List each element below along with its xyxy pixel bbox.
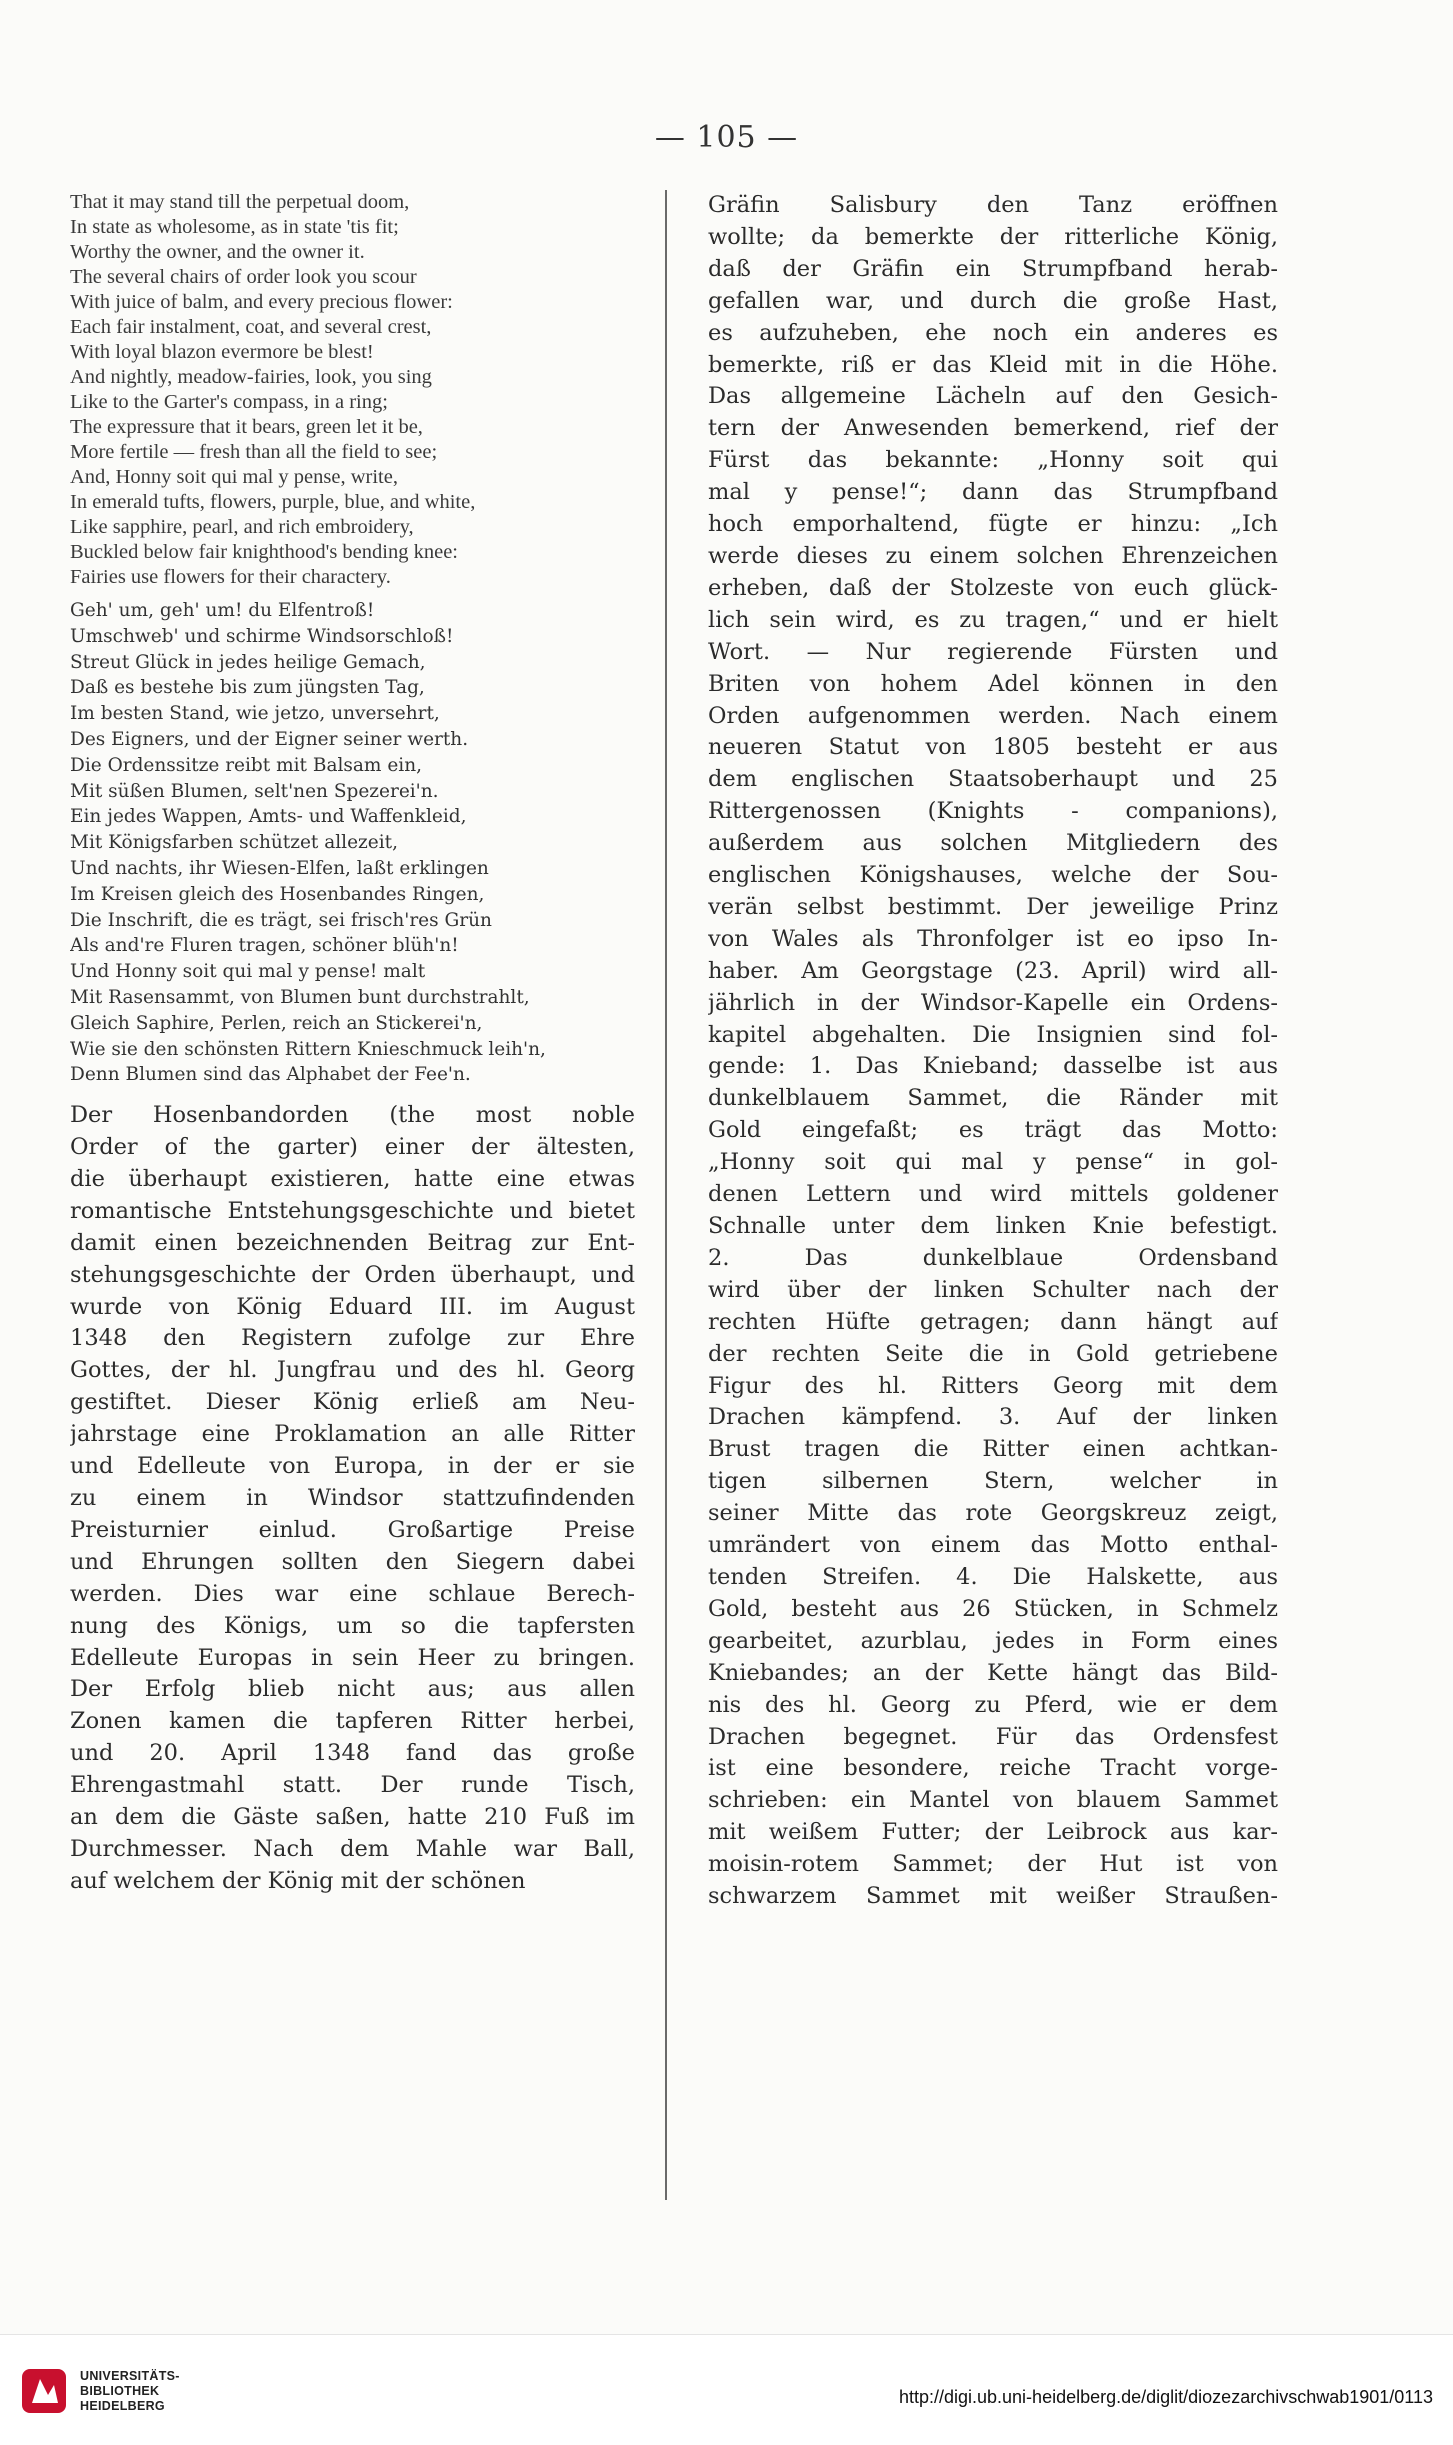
text-line: auf welchem der König mit der schönen — [70, 1867, 526, 1894]
text-line: Rittergenossen (Knights - companions), — [708, 798, 1278, 825]
poem-line: Denn Blumen sind das Alphabet der Fee'n. — [70, 1064, 471, 1086]
text-line: stehungsgeschichte der Orden überhaupt, und — [70, 1261, 635, 1288]
text-line: Edelleute Europas in sein Heer zu bringen. — [70, 1644, 635, 1671]
poem-line: Each fair instalment, coat, and several crest, — [70, 316, 432, 338]
text-line: außerdem aus solchen Mitgliedern des — [708, 830, 1278, 857]
text-line: Schnalle unter dem linken Knie befestigt. — [708, 1213, 1278, 1239]
text-line: werden. Dies war eine schlaue Berech- — [70, 1580, 635, 1607]
poem-line: And, Honny soit qui mal y pense, write, — [70, 466, 398, 488]
poem-line: More fertile — fresh than all the field to see; — [70, 441, 438, 463]
text-line: die überhaupt existieren, hatte eine etwas — [70, 1165, 635, 1192]
text-line: erheben, daß der Stolzeste von euch glück- — [708, 574, 1278, 601]
text-line: rechten Hüfte getragen; dann hängt auf — [708, 1308, 1278, 1335]
poem-line: With loyal blazon evermore be blest! — [70, 341, 374, 363]
left-prose — [70, 1100, 635, 1898]
poem-line: Und Honny soit qui mal y pense! malt — [70, 961, 426, 983]
text-line: Der Erfolg blieb nicht aus; aus allen — [70, 1676, 635, 1703]
text-line: wollte; da bemerkte der ritterliche König, — [708, 223, 1278, 250]
footer-bar — [0, 2334, 1453, 2445]
text-line: denen Lettern und wird mittels goldener — [708, 1181, 1278, 1208]
text-line: Briten von hohem Adel können in den — [708, 670, 1278, 697]
poem-line: With juice of balm, and every precious flower: — [70, 291, 453, 313]
poem-line: Die Inschrift, die es trägt, sei frisch'res Grün — [70, 909, 492, 931]
text-line: werde dieses zu einem solchen Ehrenzeichen — [708, 542, 1278, 569]
text-line: tenden Streifen. 4. Die Halskette, aus — [708, 1563, 1278, 1590]
text-line: Das allgemeine Lächeln auf den Gesich- — [708, 383, 1278, 410]
text-line: Orden aufgenommen werden. Nach einem — [708, 702, 1278, 729]
text-line: dunkelblauem Sammet, die Ränder mit — [708, 1085, 1278, 1112]
text-line: schwarzem Sammet mit weißer Straußen- — [708, 1883, 1278, 1910]
text-line: lich sein wird, es zu tragen,“ und er hielt — [708, 606, 1278, 633]
text-line: damit einen bezeichnenden Beitrag zur Ent- — [70, 1229, 635, 1256]
text-line: an dem die Gäste saßen, hatte 210 Fuß im — [70, 1804, 635, 1831]
text-line: dem englischen Staatsoberhaupt und 25 — [708, 766, 1278, 793]
poem-line: Gleich Saphire, Perlen, reich an Stickerei'n, — [70, 1012, 483, 1034]
text-line: Brust tragen die Ritter einen achtkan- — [708, 1436, 1278, 1463]
poem-line: In emerald tufts, flowers, purple, blue, and white, — [70, 491, 476, 513]
poem-line: Und nachts, ihr Wiesen-Elfen, laßt erklingen — [70, 857, 489, 879]
text-line: gestiftet. Dieser König erließ am Neu- — [70, 1389, 635, 1416]
poem-line: Buckled below fair knighthood's bending knee: — [70, 541, 458, 563]
text-line: zu einem in Windsor stattzufindenden — [70, 1485, 635, 1512]
text-line: Ehrengastmahl statt. Der runde Tisch, — [70, 1772, 635, 1799]
text-line: tigen silbernen Stern, welcher in — [708, 1468, 1278, 1495]
text-line: moisin-rotem Sammet; der Hut ist von — [708, 1851, 1278, 1878]
text-line: und 20. April 1348 fand das große — [70, 1740, 635, 1767]
german-poem — [70, 598, 635, 1088]
poem-line: Die Ordenssitze reibt mit Balsam ein, — [70, 754, 422, 776]
text-line: jährlich in der Windsor-Kapelle ein Ordens- — [708, 989, 1278, 1016]
text-line: 1348 den Registern zufolge zur Ehre — [70, 1325, 635, 1352]
poem-line: Des Eigners, und der Eigner seiner werth. — [70, 728, 469, 750]
poem-line: Mit Rasensammt, von Blumen bunt durchstrahlt, — [70, 986, 530, 1008]
text-line: Preisturnier einlud. Großartige Preise — [70, 1516, 635, 1543]
text-line: nung des Königs, um so die tapfersten — [70, 1612, 635, 1639]
poem-line: Umschweb' und schirme Windsorschloß! — [70, 625, 454, 647]
text-line: Gräfin Salisbury den Tanz eröffnen — [708, 192, 1278, 218]
right-column — [708, 190, 1278, 1913]
logo-line: BIBLIOTHEK — [80, 2384, 160, 2398]
text-line: und Edelleute von Europa, in der er sie — [70, 1453, 635, 1480]
text-line: kapitel abgehalten. Die Insignien sind fol- — [708, 1021, 1278, 1048]
poem-line: Geh' um, geh' um! du Elfentroß! — [70, 600, 375, 621]
left-column — [70, 190, 635, 1898]
text-line: haber. Am Georgstage (23. April) wird all- — [708, 957, 1278, 984]
poem-line: Als and're Fluren tragen, schöner blüh'n! — [70, 935, 459, 957]
text-line: Gold, besteht aus 26 Stücken, in Schmelz — [708, 1595, 1278, 1622]
text-line: gefallen war, und durch die große Hast, — [708, 287, 1278, 314]
poem-line: Im Kreisen gleich des Hosenbandes Ringen, — [70, 883, 485, 905]
poem-line: Ein jedes Wappen, Amts- und Waffenkleid, — [70, 806, 467, 828]
poem-line: Wie sie den schönsten Rittern Knieschmuck leih'n, — [70, 1038, 546, 1060]
logo-line: HEIDELBERG — [80, 2399, 165, 2413]
logo-text — [80, 2369, 180, 2414]
text-line: der rechten Seite die in Gold getriebene — [708, 1340, 1278, 1367]
poem-line: That it may stand till the perpetual doom, — [70, 191, 410, 213]
text-line: Kniebandes; an der Kette hängt das Bild- — [708, 1659, 1278, 1686]
text-line: gearbeitet, azurblau, jedes in Form eines — [708, 1627, 1278, 1654]
poem-line: The expressure that it bears, green let it be, — [70, 416, 423, 438]
text-line: schrieben: ein Mantel von blauem Sammet — [708, 1787, 1278, 1814]
text-line: es aufzuheben, ehe noch ein anderes es — [708, 319, 1278, 346]
poem-line: Daß es bestehe bis zum jüngsten Tag, — [70, 677, 425, 699]
poem-line: Mit süßen Blumen, selt'nen Spezerei'n. — [70, 780, 439, 802]
text-line: „Honny soit qui mal y pense“ in gol- — [708, 1149, 1278, 1176]
text-line: und Ehrungen sollten den Siegern dabei — [70, 1548, 635, 1575]
text-line: Order of the garter) einer der ältesten, — [70, 1134, 635, 1161]
text-line: von Wales als Thronfolger ist eo ipso In- — [708, 925, 1278, 952]
poem-line: Fairies use flowers for their charactery. — [70, 566, 391, 588]
poem-line: Like to the Garter's compass, in a ring; — [70, 391, 388, 413]
text-line: 2. Das dunkelblaue Ordensband — [708, 1244, 1278, 1271]
text-line: daß der Gräfin ein Strumpfband herab- — [708, 255, 1278, 282]
text-line: Fürst das bekannte: „Honny soit qui — [708, 447, 1278, 474]
poem-line: And nightly, meadow-fairies, look, you sing — [70, 366, 432, 388]
text-line: mal y pense!“; dann das Strumpfband — [708, 479, 1278, 506]
text-line: englischen Königshauses, welche der Sou- — [708, 862, 1278, 889]
text-line: Gottes, der hl. Jungfrau und des hl. Georg — [70, 1357, 635, 1384]
poem-line: Im besten Stand, wie jetzo, unversehrt, — [70, 703, 440, 725]
text-line: romantische Entstehungsgeschichte und bietet — [70, 1197, 635, 1224]
poem-line: The several chairs of order look you scour — [70, 266, 417, 288]
poem-line: Like sapphire, pearl, and rich embroidery, — [70, 516, 414, 538]
text-line: Gold eingefaßt; es trägt das Motto: — [708, 1117, 1278, 1144]
text-line: bemerkte, riß er das Kleid mit in die Höhe. — [708, 351, 1278, 378]
text-line: Figur des hl. Ritters Georg mit dem — [708, 1372, 1278, 1399]
text-line: Drachen kämpfend. 3. Auf der linken — [708, 1404, 1278, 1431]
page-number: — 105 — — [654, 120, 799, 155]
column-divider — [665, 190, 667, 2200]
text-line: ist eine besondere, reiche Tracht vorge- — [708, 1755, 1278, 1782]
text-line: mit weißem Futter; der Leibrock aus kar- — [708, 1819, 1278, 1846]
logo-line: UNIVERSITÄTS- — [80, 2369, 180, 2383]
text-line: umrändert von einem das Motto enthal- — [708, 1532, 1278, 1559]
poem-line: Streut Glück in jedes heilige Gemach, — [70, 651, 426, 673]
source-url-link[interactable]: http://digi.ub.uni-heidelberg.de/diglit/diozezarchivschwab1901/0113 — [898, 2387, 1433, 2407]
text-line: wurde von König Eduard III. im August — [70, 1293, 635, 1320]
text-line: tern der Anwesenden bemerkend, rief der — [708, 415, 1278, 442]
university-library-logo[interactable] — [18, 2365, 178, 2425]
text-line: seiner Mitte das rote Georgskreuz zeigt, — [708, 1500, 1278, 1527]
text-line: Wort. — Nur regierende Fürsten und — [708, 638, 1278, 665]
text-line: gende: 1. Das Knieband; dasselbe ist aus — [708, 1053, 1278, 1080]
text-line: jahrstage eine Proklamation an alle Ritter — [70, 1421, 635, 1448]
poem-line: In state as wholesome, as in state 'tis fit; — [70, 216, 399, 238]
text-line: Zonen kamen die tapferen Ritter herbei, — [70, 1708, 635, 1735]
text-line: verän selbst bestimmt. Der jeweilige Prinz — [708, 893, 1278, 920]
text-line: nis des hl. Georg zu Pferd, wie er dem — [708, 1691, 1278, 1718]
english-poem — [70, 190, 635, 590]
text-line: Durchmesser. Nach dem Mahle war Ball, — [70, 1835, 635, 1862]
text-line: hoch emporhaltend, fügte er hinzu: „Ich — [708, 511, 1278, 538]
text-line: Der Hosenbandorden (the most noble — [70, 1102, 635, 1129]
text-line: Drachen begegnet. Für das Ordensfest — [708, 1723, 1278, 1750]
text-line: neueren Statut von 1805 besteht er aus — [708, 734, 1278, 761]
library-seal-icon — [18, 2365, 70, 2417]
poem-line: Worthy the owner, and the owner it. — [70, 241, 365, 263]
poem-line: Mit Königsfarben schützet allezeit, — [70, 832, 398, 854]
text-line: wird über der linken Schulter nach der — [708, 1276, 1278, 1303]
